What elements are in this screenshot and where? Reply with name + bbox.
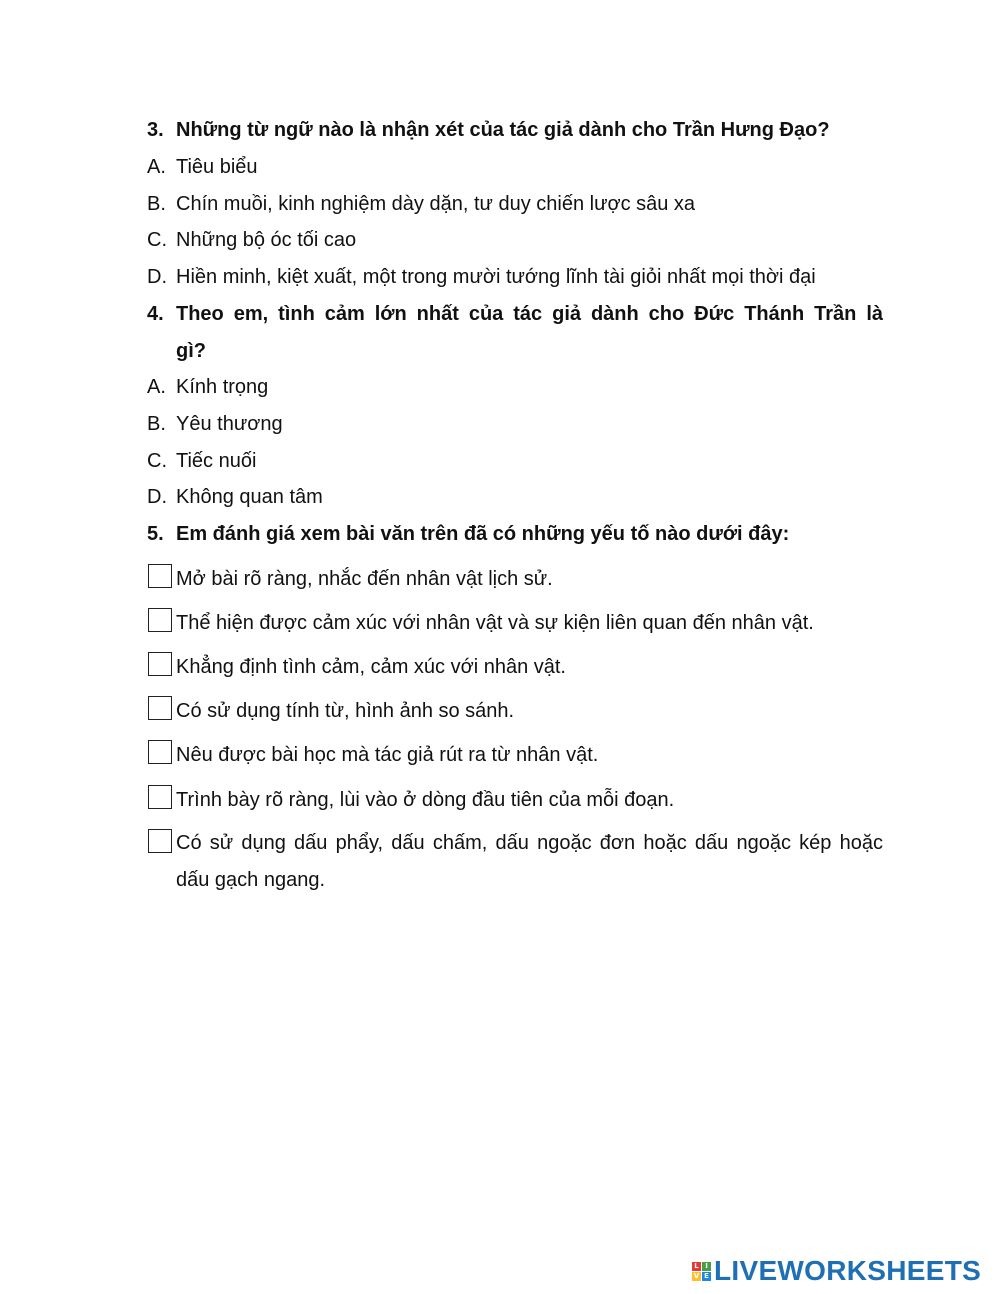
question-number: 4. (147, 303, 164, 325)
option-text: Tiếc nuối (176, 450, 257, 472)
question-text: Em đánh giá xem bài văn trên đã có những yếu tố nào dưới đây: (176, 523, 790, 545)
checkbox[interactable] (148, 829, 172, 853)
checklist-text: Mở bài rõ ràng, nhắc đến nhân vật lịch sử. (176, 568, 553, 590)
question-text-line2: gì? (176, 340, 206, 362)
checklist-text: Có sử dụng dấu phẩy, dấu chấm, dấu ngoặc đơn hoặc dấu ngoặc kép hoặc dấu gạch ngang. (176, 832, 883, 891)
logo-mark-icon (692, 1262, 711, 1281)
checklist-item-2 (148, 608, 883, 638)
option-text: Tiêu biểu (176, 156, 258, 178)
checklist-item-3 (148, 652, 883, 682)
question-number: 3. (147, 119, 164, 141)
checklist-item-6 (148, 785, 883, 815)
question-number: 5. (147, 523, 164, 545)
checkbox[interactable] (148, 740, 172, 764)
option-4a[interactable] (147, 375, 883, 399)
checkbox[interactable] (148, 652, 172, 676)
option-letter: B. (147, 413, 166, 435)
option-3c[interactable] (147, 228, 883, 252)
option-3d[interactable] (147, 265, 883, 289)
option-letter: D. (147, 266, 167, 288)
option-4b[interactable] (147, 412, 883, 436)
logo-mark-cell: V (693, 1271, 700, 1280)
checklist-text: Khẳng định tình cảm, cảm xúc với nhân vật. (176, 656, 566, 678)
checkbox[interactable] (148, 608, 172, 632)
checklist-text: Có sử dụng tính từ, hình ảnh so sánh. (176, 700, 515, 722)
option-letter: A. (147, 156, 166, 178)
checklist-text: Trình bày rõ ràng, lùi vào ở dòng đầu tiên của mỗi đoạn. (176, 789, 675, 811)
checklist-item-1 (148, 564, 883, 594)
question-4 (147, 302, 883, 326)
option-3b[interactable] (147, 192, 883, 216)
option-text: Yêu thương (176, 413, 283, 435)
option-letter: A. (147, 376, 166, 398)
question-3 (147, 118, 883, 142)
question-4-cont (176, 339, 876, 363)
logo-mark-cell: L (692, 1262, 701, 1271)
logo-text: LIVEWORKSHEETS (714, 1255, 982, 1286)
option-4d[interactable] (147, 485, 883, 509)
option-letter: B. (147, 193, 166, 215)
question-text: Những từ ngữ nào là nhận xét của tác giả dành cho Trần Hưng Đạo? (176, 119, 830, 141)
logo-mark-cell: E (702, 1272, 711, 1281)
checklist-text: Thể hiện được cảm xúc với nhân vật và sự kiện liên quan đến nhân vật. (176, 612, 814, 634)
checklist-item-5 (148, 740, 883, 770)
liveworksheets-logo (692, 1256, 981, 1286)
question-text-line1: Theo em, tình cảm lớn nhất của tác giả dành cho Đức Thánh Trần là (176, 303, 883, 325)
option-text: Kính trọng (176, 376, 269, 398)
checklist-item-7 (148, 829, 883, 899)
checklist-item-4 (148, 696, 883, 726)
option-text: Chín muồi, kinh nghiệm dày dặn, tư duy chiến lược sâu xa (176, 193, 696, 215)
option-text: Không quan tâm (176, 486, 323, 508)
question-5 (147, 522, 883, 546)
checklist-text: Nêu được bài học mà tác giả rút ra từ nhân vật. (176, 744, 599, 766)
checkbox[interactable] (148, 696, 172, 720)
checkbox[interactable] (148, 564, 172, 588)
option-letter: D. (147, 486, 167, 508)
checkbox[interactable] (148, 785, 172, 809)
option-text: Những bộ óc tối cao (176, 229, 357, 251)
option-4c[interactable] (147, 449, 883, 473)
option-letter: C. (147, 229, 167, 251)
option-letter: C. (147, 450, 167, 472)
option-3a[interactable] (147, 155, 883, 179)
option-text: Hiền minh, kiệt xuất, một trong mười tướng lĩnh tài giỏi nhất mọi thời đại (176, 266, 816, 288)
logo-mark-cell: I (702, 1262, 711, 1271)
